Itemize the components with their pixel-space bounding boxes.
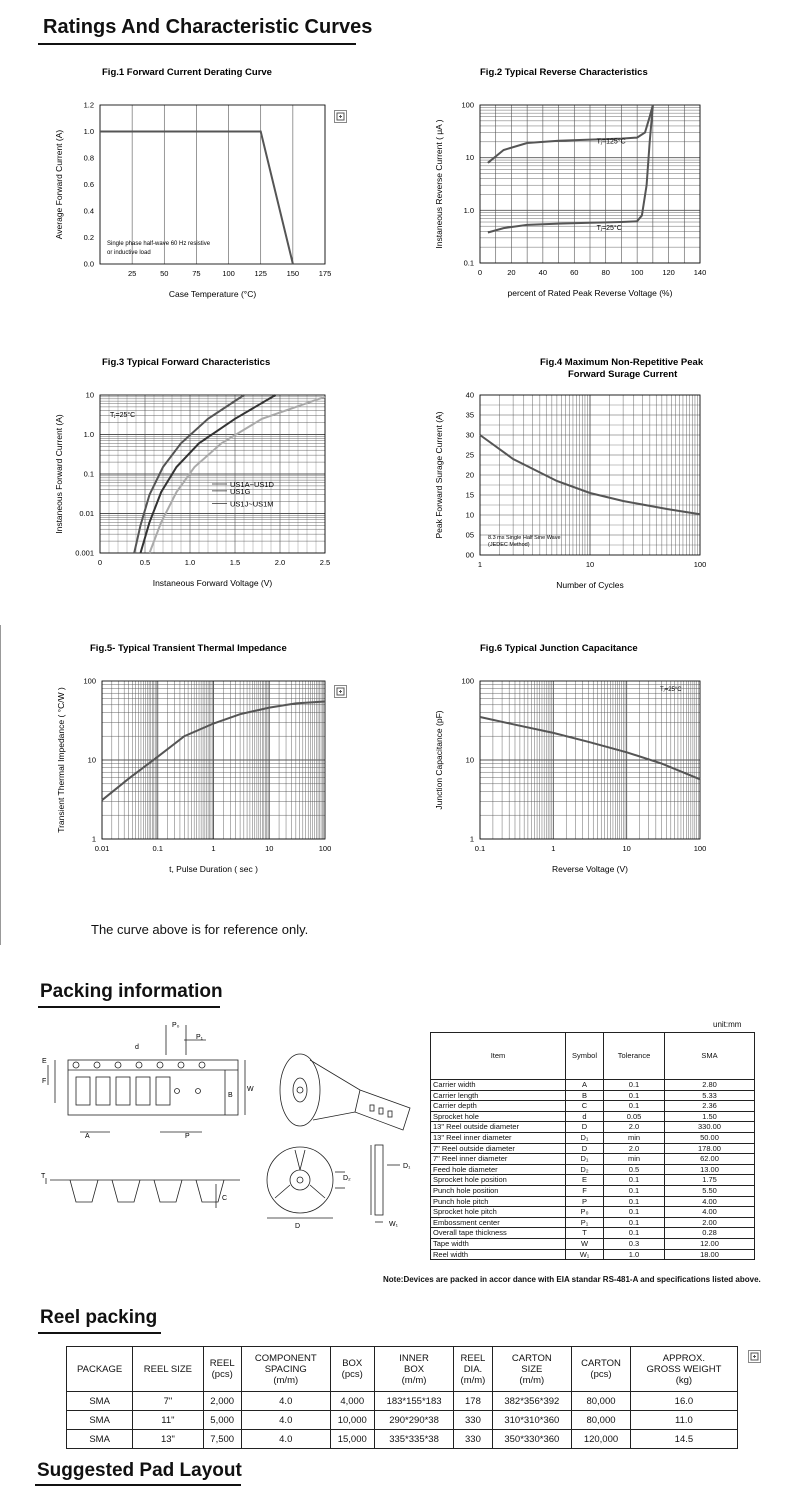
table-cell: 330 <box>454 1430 492 1449</box>
table-cell: Embossment center <box>431 1217 566 1228</box>
table-cell: 1.50 <box>665 1111 755 1122</box>
pad-title-underline <box>35 1484 241 1486</box>
table-cell: 0.28 <box>665 1228 755 1239</box>
table-cell: 5,000 <box>203 1411 241 1430</box>
table-cell: SMA <box>67 1430 133 1449</box>
chart-annotation: Tⱼ=25°C <box>110 412 136 419</box>
y-tick-label: 10 <box>85 390 94 400</box>
x-tick-label: 75 <box>192 269 201 278</box>
table-cell: W₁ <box>566 1249 604 1260</box>
x-tick-label: 2.0 <box>274 558 286 567</box>
table-cell: D₁ <box>566 1132 604 1143</box>
x-tick-label: 25 <box>127 269 137 278</box>
legend-label: US1A~US1D <box>230 480 274 489</box>
table-cell: SMA <box>67 1392 133 1411</box>
table-cell: 2,000 <box>203 1392 241 1411</box>
y-tick-label: 0.01 <box>79 509 94 518</box>
table-cell: 10,000 <box>330 1411 374 1430</box>
table-cell: P <box>566 1196 604 1207</box>
y-tick-label: 40 <box>465 390 474 400</box>
table-cell: Overall tape thickness <box>431 1228 566 1239</box>
x-tick-label: 0.1 <box>152 844 163 853</box>
table-cell: Reel width <box>431 1249 566 1260</box>
table-row <box>431 1196 755 1207</box>
x-tick-label: 1.0 <box>184 558 196 567</box>
table-cell: 330.00 <box>665 1122 755 1133</box>
chart-grid <box>480 105 700 263</box>
x-tick-label: 60 <box>570 268 579 277</box>
x-tick-label: 50 <box>160 269 169 278</box>
packing-unit-label: unit:mm <box>713 1020 742 1029</box>
legend-label: US1G <box>230 486 251 496</box>
x-tick-label: 2.5 <box>319 558 331 567</box>
table-cell: 350*330*360 <box>492 1430 572 1449</box>
x-tick-label: 10 <box>622 844 631 853</box>
table-cell: d <box>566 1111 604 1122</box>
table-cell: 330 <box>454 1411 492 1430</box>
x-tick-label: 100 <box>630 268 644 277</box>
table-cell: 5.33 <box>665 1090 755 1101</box>
table-cell: 13" <box>133 1430 203 1449</box>
series-line-0 <box>480 717 700 779</box>
x-axis-label: Reverse Voltage (V) <box>551 864 629 874</box>
table-cell: 0.1 <box>604 1228 665 1239</box>
table-cell: 4,000 <box>330 1392 374 1411</box>
table-cell: 1.75 <box>665 1175 755 1186</box>
packing-specs-table <box>430 1032 755 1260</box>
y-tick-label: 0.001 <box>75 548 94 558</box>
table-row <box>431 1080 755 1091</box>
table-cell: 5.50 <box>665 1185 755 1196</box>
x-tick-label: 175 <box>318 269 332 278</box>
table-row <box>431 1154 755 1165</box>
table-row <box>67 1392 738 1411</box>
y-tick-label: 10 <box>465 755 474 765</box>
table-cell: Sprocket hole position <box>431 1175 566 1186</box>
table-cell: D <box>566 1122 604 1133</box>
zoom-icon[interactable] <box>748 1350 761 1363</box>
label-w1: W₁ <box>389 1221 398 1228</box>
label-d-big: D <box>295 1223 301 1230</box>
table-row <box>67 1411 738 1430</box>
table-cell: SMA <box>67 1411 133 1430</box>
reel-table-header: PACKAGE <box>67 1347 133 1392</box>
x-tick-label: 40 <box>538 268 548 277</box>
table-cell: C <box>566 1101 604 1112</box>
y-axis-label: Peak Forward Surage Current (A) <box>434 411 444 539</box>
table-cell: 13" Reel outside diameter <box>431 1122 566 1133</box>
x-tick-label: 1 <box>211 844 216 853</box>
table-cell: Punch hole position <box>431 1185 566 1196</box>
fig2-reverse-chart <box>420 60 760 310</box>
chart-annotation: 8.3 ms Single Half Sine Wave <box>488 535 561 541</box>
table-cell: 310*310*360 <box>492 1411 572 1430</box>
table-row <box>431 1185 755 1196</box>
table-cell: 80,000 <box>572 1392 631 1411</box>
reference-note: The curve above is for reference only. <box>91 922 309 937</box>
table-cell: 16.0 <box>630 1392 737 1411</box>
reel-table-header: REEL (pcs) <box>203 1347 241 1392</box>
y-axis-label: Instaneous Forward Current (A) <box>54 414 64 534</box>
table-cell: min <box>604 1132 665 1143</box>
chart-grid <box>480 681 700 839</box>
y-tick-label: 0.1 <box>463 258 474 268</box>
table-cell: 178 <box>454 1392 492 1411</box>
table-cell: 183*155*183 <box>374 1392 454 1411</box>
table-cell: 382*356*392 <box>492 1392 572 1411</box>
table-row <box>431 1132 755 1143</box>
table-row <box>431 1228 755 1239</box>
table-cell: 0.05 <box>604 1111 665 1122</box>
chart-annotation: (JEDEC Method) <box>488 542 530 548</box>
table-cell: 0.1 <box>604 1175 665 1186</box>
x-tick-label: 0 <box>97 558 103 567</box>
table-cell: 2.00 <box>665 1217 755 1228</box>
x-tick-label: 1.5 <box>229 558 241 567</box>
table-cell: 7" Reel outside diameter <box>431 1143 566 1154</box>
table-cell: 13.00 <box>665 1164 755 1175</box>
ratings-section-title: Ratings And Characteristic Curves <box>43 16 373 38</box>
table-cell: 4.0 <box>241 1392 330 1411</box>
table-cell: 335*335*38 <box>374 1430 454 1449</box>
table-cell: 178.00 <box>665 1143 755 1154</box>
x-tick-label: 1 <box>477 560 483 569</box>
reel-table-header: BOX (pcs) <box>330 1347 374 1392</box>
table-cell: 11.0 <box>630 1411 737 1430</box>
chart-title: Fig.3 Typical Forward Characteristics <box>102 357 271 368</box>
label-p1: P₁ <box>196 1034 204 1041</box>
table-cell: 0.1 <box>604 1217 665 1228</box>
table-cell: Punch hole pitch <box>431 1196 566 1207</box>
y-axis-label: Transient Thermal Impedance ( °C/W ) <box>56 687 66 833</box>
reel-table-header: REEL SIZE <box>133 1347 203 1392</box>
table-cell: 120,000 <box>572 1430 631 1449</box>
x-axis-label: Case Temperature (°C) <box>168 289 257 299</box>
table-cell: 80,000 <box>572 1411 631 1430</box>
label-b: B <box>228 1092 233 1099</box>
table-row <box>431 1249 755 1260</box>
series-line-1 <box>488 105 653 233</box>
y-tick-label: 1 <box>91 834 96 844</box>
table-cell: 4.00 <box>665 1196 755 1207</box>
chart-title: Fig.2 Typical Reverse Characteristics <box>480 67 648 78</box>
x-tick-label: 0.5 <box>139 558 151 567</box>
x-tick-label: 0.01 <box>94 844 110 853</box>
table-row <box>431 1238 755 1249</box>
table-cell: 7" <box>133 1392 203 1411</box>
y-tick-label: 10 <box>87 755 96 765</box>
label-a: A <box>85 1133 90 1140</box>
y-tick-label: 100 <box>461 676 474 686</box>
tape-cross-section-diagram <box>40 1170 250 1220</box>
packing-note: Note:Devices are packed in accor dance with EIA standar RS-481-A and specifications listed above. <box>383 1275 761 1284</box>
packing-header-tolerance: Tolerance <box>604 1033 665 1080</box>
packing-section-title: Packing information <box>40 981 223 1002</box>
x-tick-label: 150 <box>286 269 300 278</box>
fig5-thermal-chart <box>40 636 400 886</box>
y-tick-label: 100 <box>461 100 474 110</box>
chart-title: Fig.1 Forward Current Derating Curve <box>102 67 272 78</box>
table-cell: Tape width <box>431 1238 566 1249</box>
table-row <box>431 1207 755 1218</box>
y-axis-label: Average Forward Current (A) <box>54 129 64 240</box>
reel-section-title: Reel packing <box>40 1307 158 1328</box>
chart-annotation: Tⱼ=25°C <box>660 687 682 693</box>
fig1-derating-chart <box>40 60 400 310</box>
table-cell: 1.0 <box>604 1249 665 1260</box>
label-e: E <box>42 1058 47 1065</box>
ratings-title-underline <box>38 43 356 45</box>
x-tick-label: 100 <box>693 844 707 853</box>
x-tick-label: 120 <box>662 268 675 277</box>
label-d: d <box>135 1044 139 1051</box>
table-cell: F <box>566 1185 604 1196</box>
x-tick-label: 100 <box>222 269 235 278</box>
table-cell: 2.0 <box>604 1122 665 1133</box>
table-cell: 0.1 <box>604 1207 665 1218</box>
packing-header-sma: SMA <box>665 1033 755 1080</box>
packing-header-item: Item <box>431 1033 566 1080</box>
table-cell: B <box>566 1090 604 1101</box>
table-cell: 4.00 <box>665 1207 755 1218</box>
reel-dimension-diagram <box>265 1140 425 1235</box>
table-row <box>431 1101 755 1112</box>
y-tick-label: 1.0 <box>83 127 94 136</box>
table-cell: Feed hole diameter <box>431 1164 566 1175</box>
table-cell: D₁ <box>566 1154 604 1165</box>
y-tick-label: 1 <box>469 834 474 844</box>
table-cell: min <box>604 1154 665 1165</box>
x-axis-label: percent of Rated Peak Reverse Voltage (%) <box>507 288 673 298</box>
table-cell: Carrier width <box>431 1080 566 1091</box>
reel-title-underline <box>38 1332 161 1334</box>
reel-table-header: CARTON SIZE (m/m) <box>492 1347 572 1392</box>
table-cell: 2.80 <box>665 1080 755 1091</box>
table-row <box>67 1430 738 1449</box>
table-cell: W <box>566 1238 604 1249</box>
y-tick-label: 05 <box>465 530 474 540</box>
y-tick-label: 0.6 <box>83 180 94 189</box>
pad-layout-section-title: Suggested Pad Layout <box>37 1460 242 1481</box>
y-tick-label: 15 <box>465 490 474 500</box>
table-row <box>431 1122 755 1133</box>
label-d1: D₁ <box>403 1163 411 1170</box>
y-tick-label: 20 <box>465 470 474 480</box>
table-cell: Sprocket hole pitch <box>431 1207 566 1218</box>
table-cell: P₁ <box>566 1217 604 1228</box>
table-cell: D₂ <box>566 1164 604 1175</box>
x-tick-label: 100 <box>693 560 707 569</box>
x-tick-label: 80 <box>601 268 610 277</box>
packing-header-symbol: Symbol <box>566 1033 604 1080</box>
table-cell: 4.0 <box>241 1430 330 1449</box>
label-p: P <box>185 1133 190 1140</box>
tape-diagram <box>40 1015 270 1150</box>
reel-table-header: APPROX. GROSS WEIGHT (kg) <box>630 1347 737 1392</box>
reel-packing-table <box>66 1346 738 1449</box>
chart-annotation: or inductive load <box>107 250 151 256</box>
y-tick-label: 1.0 <box>463 205 474 215</box>
series-label: Tⱼ=25°C <box>596 225 622 233</box>
x-tick-label: 10 <box>585 560 595 569</box>
y-tick-label: 0.1 <box>83 469 94 479</box>
chart-grid <box>480 395 700 555</box>
y-axis-label: Instaneous Reverse Current ( μA ) <box>434 119 444 249</box>
x-axis-label: Instaneous Forward Voltage (V) <box>152 578 273 588</box>
y-tick-label: 10 <box>465 153 474 163</box>
table-cell: 15,000 <box>330 1430 374 1449</box>
table-row <box>431 1090 755 1101</box>
table-cell: 2.36 <box>665 1101 755 1112</box>
fig3-forward-chart <box>40 350 400 600</box>
table-cell: D <box>566 1143 604 1154</box>
y-tick-label: 0.4 <box>83 206 94 216</box>
x-axis-label: t, Pulse Duration ( sec ) <box>169 864 258 874</box>
fig6-capacitance-chart <box>420 636 760 886</box>
label-t: T <box>41 1173 46 1180</box>
reel-table-header: CARTON (pcs) <box>572 1347 631 1392</box>
y-axis-label: Junction Capacitance (pF) <box>434 710 444 810</box>
x-tick-label: 0 <box>477 268 483 277</box>
table-cell: 12.00 <box>665 1238 755 1249</box>
series-line-2 <box>150 397 326 553</box>
chart-title: Fig.6 Typical Junction Capacitance <box>480 643 638 654</box>
table-row <box>431 1175 755 1186</box>
left-margin-rule <box>0 625 1 945</box>
table-cell: 0.1 <box>604 1185 665 1196</box>
table-cell: 4.0 <box>241 1411 330 1430</box>
chart-annotation: Single phase half-wave 60 Hz resistive <box>107 241 211 247</box>
y-tick-label: 0.0 <box>83 259 94 269</box>
table-cell: 0.1 <box>604 1101 665 1112</box>
series-label: Tⱼ=125°C <box>596 138 626 146</box>
table-cell: 62.00 <box>665 1154 755 1165</box>
x-axis-label: Number of Cycles <box>556 580 624 590</box>
table-cell: 18.00 <box>665 1249 755 1260</box>
table-cell: 0.5 <box>604 1164 665 1175</box>
table-cell: 11" <box>133 1411 203 1430</box>
table-cell: 0.1 <box>604 1080 665 1091</box>
x-tick-label: 10 <box>265 844 274 853</box>
chart-title: Fig.4 Maximum Non-Repetitive Peak <box>540 357 704 368</box>
legend-label: US1J~US1M <box>230 499 274 509</box>
table-cell: 14.5 <box>630 1430 737 1449</box>
table-cell: 0.3 <box>604 1238 665 1249</box>
reel-table-header: INNER BOX (m/m) <box>374 1347 454 1392</box>
y-tick-label: 30 <box>465 430 474 440</box>
table-cell: Carrier depth <box>431 1101 566 1112</box>
x-tick-label: 0.1 <box>474 844 486 853</box>
y-tick-label: 0.8 <box>83 153 94 163</box>
table-cell: Sprocket hole <box>431 1111 566 1122</box>
label-f: F <box>42 1078 47 1085</box>
table-cell: T <box>566 1228 604 1239</box>
label-d2: D₂ <box>343 1175 351 1182</box>
y-tick-label: 10 <box>465 510 474 520</box>
y-tick-label: 100 <box>83 676 96 686</box>
y-tick-label: 35 <box>465 410 474 420</box>
y-tick-label: 25 <box>465 450 474 460</box>
x-tick-label: 100 <box>318 844 332 853</box>
chart-title: Fig.5- Typical Transient Thermal Impedance <box>90 643 287 654</box>
table-cell: 0.1 <box>604 1196 665 1207</box>
table-cell: E <box>566 1175 604 1186</box>
packing-title-underline <box>38 1006 220 1008</box>
y-tick-label: 1.0 <box>83 430 94 439</box>
chart-title: Forward Surage Current <box>568 369 678 380</box>
series-line-0 <box>488 105 653 163</box>
y-tick-label: 1.2 <box>83 100 94 110</box>
x-tick-label: 140 <box>693 268 707 277</box>
table-cell: 7" Reel inner diameter <box>431 1154 566 1165</box>
table-row <box>431 1164 755 1175</box>
x-tick-label: 125 <box>254 269 267 278</box>
y-tick-label: 00 <box>465 550 474 560</box>
x-tick-label: 20 <box>507 268 516 277</box>
label-w: W <box>247 1086 254 1093</box>
table-cell: 290*290*38 <box>374 1411 454 1430</box>
label-c: C <box>222 1195 228 1202</box>
y-tick-label: 0.2 <box>83 233 94 242</box>
table-cell: Carrier length <box>431 1090 566 1101</box>
reel-table-header: COMPONENT SPACING (m/m) <box>241 1347 330 1392</box>
table-cell: 0.1 <box>604 1090 665 1101</box>
reel-table-header: REEL DIA. (m/m) <box>454 1347 492 1392</box>
x-tick-label: 1 <box>551 844 556 853</box>
label-p0: P₀ <box>172 1022 180 1029</box>
table-row <box>431 1111 755 1122</box>
reel-with-tape-picture <box>275 1050 415 1140</box>
fig4-surge-chart <box>420 350 760 600</box>
table-cell: 7,500 <box>203 1430 241 1449</box>
table-cell: 2.0 <box>604 1143 665 1154</box>
table-row <box>431 1217 755 1228</box>
table-cell: 13" Reel inner diameter <box>431 1132 566 1143</box>
table-cell: A <box>566 1080 604 1091</box>
table-row <box>431 1143 755 1154</box>
table-cell: 50.00 <box>665 1132 755 1143</box>
table-cell: P₀ <box>566 1207 604 1218</box>
